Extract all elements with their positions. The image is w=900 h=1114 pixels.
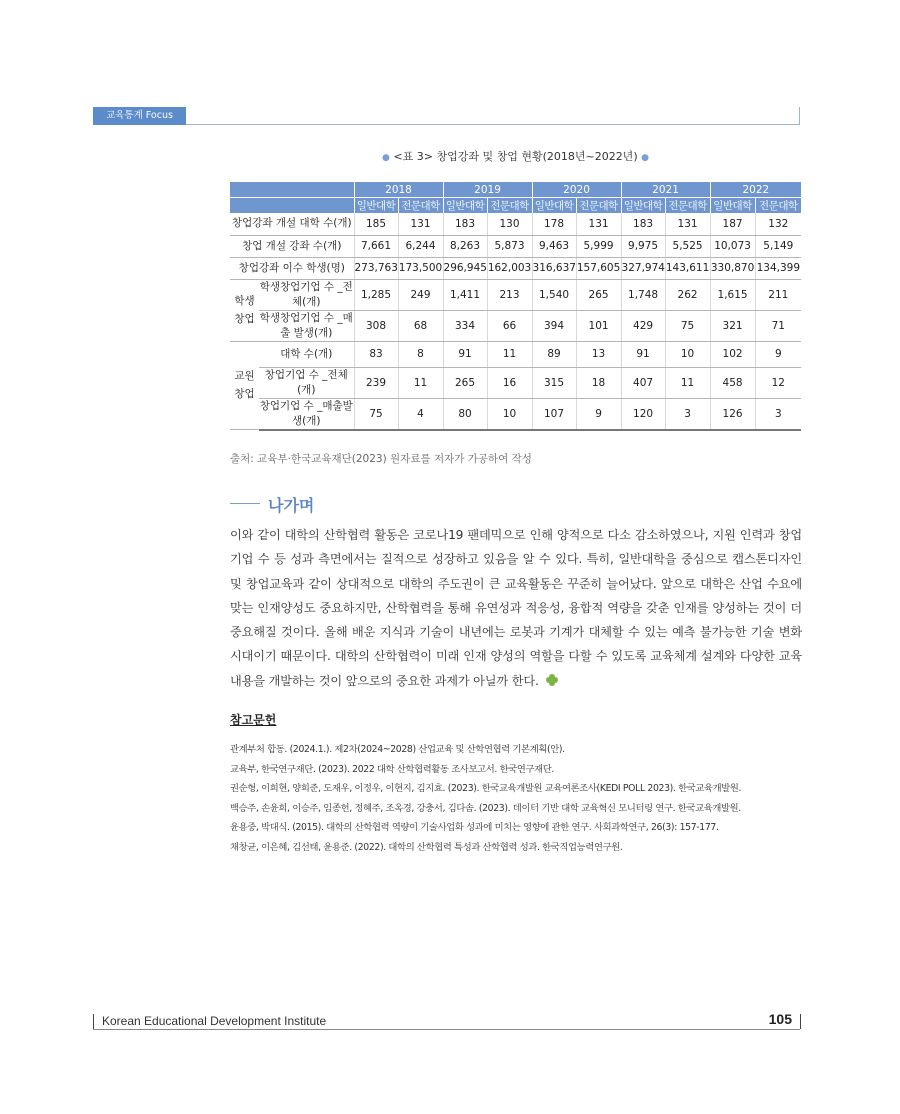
table-cell: 10: [665, 341, 710, 367]
footer-org: Korean Educational Development Institute: [102, 1014, 327, 1028]
table-caption: [230, 148, 801, 164]
table-cell: 5,149: [755, 235, 801, 257]
group-label: 교원 창업: [230, 341, 259, 430]
table-cell: 296,945: [443, 257, 487, 279]
table-cell: 3: [665, 398, 710, 430]
table-cell: 75: [354, 398, 398, 430]
table-cell: 134,399: [755, 257, 801, 279]
reference-item: 권순형, 이희현, 양희준, 도재우, 이정우, 이현지, 김지효. (2023). 한국교육개발원 교육여론조사(KEDI POLL 2023). 한국교육개발원.: [230, 783, 742, 794]
table-cell: 10: [487, 398, 532, 430]
table-row: [230, 398, 801, 430]
header-blank: [230, 182, 354, 198]
table-row: [230, 257, 801, 279]
header-rule: [186, 124, 800, 125]
section-rule: [230, 503, 260, 504]
kind-header: 일반대학: [354, 198, 398, 214]
table-source: 출처: 교육부·한국교육재단(2023) 원자료를 저자가 가공하여 작성: [230, 453, 532, 465]
table-cell: 187: [710, 213, 755, 235]
kind-header: 일반대학: [710, 198, 755, 214]
header-blank: [230, 198, 354, 214]
row-label: 창업기업 수 _전체(개): [259, 367, 354, 398]
section-tag: 교육통계 Focus: [93, 107, 186, 125]
footer-tick: [800, 1014, 801, 1029]
year-header: 2020: [532, 182, 621, 198]
table-cell: 315: [532, 367, 576, 398]
year-header: 2021: [621, 182, 710, 198]
table-cell: 1,540: [532, 279, 576, 310]
table-cell: 330,870: [710, 257, 755, 279]
section-title: 나가며: [268, 496, 315, 515]
clover-icon: [546, 674, 558, 686]
table-cell: 89: [532, 341, 576, 367]
kind-header: 전문대학: [487, 198, 532, 214]
footer-bar: [93, 1014, 94, 1029]
table-cell: 394: [532, 310, 576, 341]
table-cell: 265: [443, 367, 487, 398]
table-cell: 316,637: [532, 257, 576, 279]
table-row: [230, 235, 801, 257]
table-cell: 9: [755, 341, 801, 367]
table-cell: 66: [487, 310, 532, 341]
kind-header: 일반대학: [443, 198, 487, 214]
table-cell: 83: [354, 341, 398, 367]
header-rule-end: [799, 107, 800, 125]
table-cell: 11: [665, 367, 710, 398]
table-cell: 183: [621, 213, 665, 235]
table-cell: 458: [710, 367, 755, 398]
table-cell: 120: [621, 398, 665, 430]
table-cell: 211: [755, 279, 801, 310]
kind-header: 전문대학: [398, 198, 443, 214]
table-cell: 162,003: [487, 257, 532, 279]
table-row: [230, 213, 801, 235]
table-cell: 429: [621, 310, 665, 341]
table-cell: 1,615: [710, 279, 755, 310]
table-cell: 5,873: [487, 235, 532, 257]
table-cell: 131: [665, 213, 710, 235]
table-cell: 321: [710, 310, 755, 341]
table-cell: 239: [354, 367, 398, 398]
row-label: 대학 수(개): [259, 341, 354, 367]
caption-bullet-icon: ●: [382, 153, 390, 163]
reference-item: 채창균, 이은혜, 김선태, 윤용준. (2022). 대학의 산학협력 특성과 산학협력 성과. 한국직업능력연구원.: [230, 841, 623, 853]
kind-header: 전문대학: [576, 198, 621, 214]
row-label: 창업기업 수 _매출발생(개): [259, 398, 354, 430]
table-cell: 130: [487, 213, 532, 235]
table-cell: 7,661: [354, 235, 398, 257]
reference-item: 교육부, 한국연구재단. (2023). 2022 대학 산학협력활동 조사보고서. 한국연구재단.: [230, 763, 554, 775]
table-cell: 143,611: [665, 257, 710, 279]
table-cell: 407: [621, 367, 665, 398]
kind-header-row: [230, 198, 801, 214]
reference-item: 백승주, 손윤희, 이승주, 임종헌, 정혜주, 조옥경, 강충서, 김다솜. (2023). 데이터 기반 대학 교육혁신 모니터링 연구. 한국교육개발원.: [230, 802, 741, 814]
table-cell: 12: [755, 367, 801, 398]
table-caption-text: <표 3> 창업강좌 및 창업 현황(2018년~2022년): [393, 150, 638, 163]
table-cell: 131: [398, 213, 443, 235]
table-cell: 10,073: [710, 235, 755, 257]
table-cell: 132: [755, 213, 801, 235]
year-header: 2018: [354, 182, 443, 198]
reference-item: 관계부처 합동. (2024.1.). 제2차(2024~2028) 산업교육 및 산학연협력 기본계획(안).: [230, 744, 565, 755]
row-label: 창업강좌 개설 대학 수(개): [230, 213, 354, 235]
table-cell: 4: [398, 398, 443, 430]
table-cell: 107: [532, 398, 576, 430]
table-row: [230, 341, 801, 367]
table-cell: 334: [443, 310, 487, 341]
page-number: 105: [768, 1011, 792, 1027]
table-cell: 5,525: [665, 235, 710, 257]
table-cell: 178: [532, 213, 576, 235]
group-label: 학생 창업: [230, 279, 259, 341]
row-label: 창업 개설 강좌 수(개): [230, 235, 354, 257]
table-cell: 11: [487, 341, 532, 367]
references-title: 참고문헌: [230, 713, 277, 727]
table-cell: 16: [487, 367, 532, 398]
kind-header: 전문대학: [755, 198, 801, 214]
row-label: 학생창업기업 수 _전체(개): [259, 279, 354, 310]
table-cell: 213: [487, 279, 532, 310]
year-header-row: [230, 182, 801, 198]
table-row: [230, 367, 801, 398]
references-list: [230, 740, 805, 857]
table-cell: 1,285: [354, 279, 398, 310]
body-paragraph: [230, 523, 802, 693]
table-cell: 75: [665, 310, 710, 341]
table-cell: 126: [710, 398, 755, 430]
kind-header: 일반대학: [532, 198, 576, 214]
caption-bullet-icon: ●: [641, 153, 649, 163]
table-cell: 68: [398, 310, 443, 341]
table-cell: 80: [443, 398, 487, 430]
table-cell: 173,500: [398, 257, 443, 279]
reference-item: 윤용중, 박대식. (2015). 대학의 산학협력 역량이 기술사업화 성과에 미치는 영향에 관한 연구. 사회과학연구, 26(3): 157-177.: [230, 822, 719, 833]
table-cell: 101: [576, 310, 621, 341]
table-cell: 157,605: [576, 257, 621, 279]
table-cell: 11: [398, 367, 443, 398]
table-cell: 18: [576, 367, 621, 398]
table-cell: 249: [398, 279, 443, 310]
table-cell: 6,244: [398, 235, 443, 257]
table-cell: 308: [354, 310, 398, 341]
table-row: [230, 310, 801, 341]
row-label: 학생창업기업 수 _매출 발생(개): [259, 310, 354, 341]
table-cell: 1,748: [621, 279, 665, 310]
kind-header: 전문대학: [665, 198, 710, 214]
table-body: [230, 213, 801, 430]
year-header: 2019: [443, 182, 532, 198]
table-cell: 183: [443, 213, 487, 235]
table-cell: 8: [398, 341, 443, 367]
table-cell: 91: [443, 341, 487, 367]
table-cell: 262: [665, 279, 710, 310]
row-label: 창업강좌 이수 학생(명): [230, 257, 354, 279]
table-cell: 8,263: [443, 235, 487, 257]
table-cell: 131: [576, 213, 621, 235]
table-cell: 9: [576, 398, 621, 430]
table-cell: 71: [755, 310, 801, 341]
table-cell: 102: [710, 341, 755, 367]
table-cell: 1,411: [443, 279, 487, 310]
paragraph-text: 이와 같이 대학의 산학협력 활동은 코로나19 팬데믹으로 인해 양적으로 다소 감소하였으나, 지원 인력과 창업 기업 수 등 성과 측면에서는 질적으로 성장하고 있음을 알 수 있다. 특히, 일반대학을 중심으로 캡스톤디자인 및 창업교육과 같이 상대적으로 대학의 주도권이 큰 교육활동은 꾸준히 늘어났다. 앞으로 대학은 산업 수요에 맞는 인재양성도 중요하지만, 산학협력을 통해 유연성과 적응성, 융합적 역량을 갖춘 인재를 양성하는 것이 더 중요해질 것이다. 올해 배운 지식과 기술이 내년에는 로봇과 기계가 대체할 수 있는 예측 불가능한 기술 변화 시대이기 때문이다. 대학의 산학협력이 미래 인재 양성의 역할을 다할 수 있도록 교육체계 설계와 다양한 교육내용을 개발하는 것이 앞으로의 중요한 과제가 아닐까 한다.: [230, 528, 802, 688]
kind-header: 일반대학: [621, 198, 665, 214]
table-cell: 265: [576, 279, 621, 310]
table-cell: 91: [621, 341, 665, 367]
table-cell: 273,763: [354, 257, 398, 279]
table-cell: 327,974: [621, 257, 665, 279]
year-header: 2022: [710, 182, 801, 198]
table-cell: 3: [755, 398, 801, 430]
table-cell: 5,999: [576, 235, 621, 257]
footer-rule: [93, 1029, 800, 1030]
table-cell: 9,463: [532, 235, 576, 257]
table-cell: 13: [576, 341, 621, 367]
table-cell: 9,975: [621, 235, 665, 257]
startup-table: [230, 182, 801, 431]
table-row: [230, 279, 801, 310]
table-cell: 185: [354, 213, 398, 235]
